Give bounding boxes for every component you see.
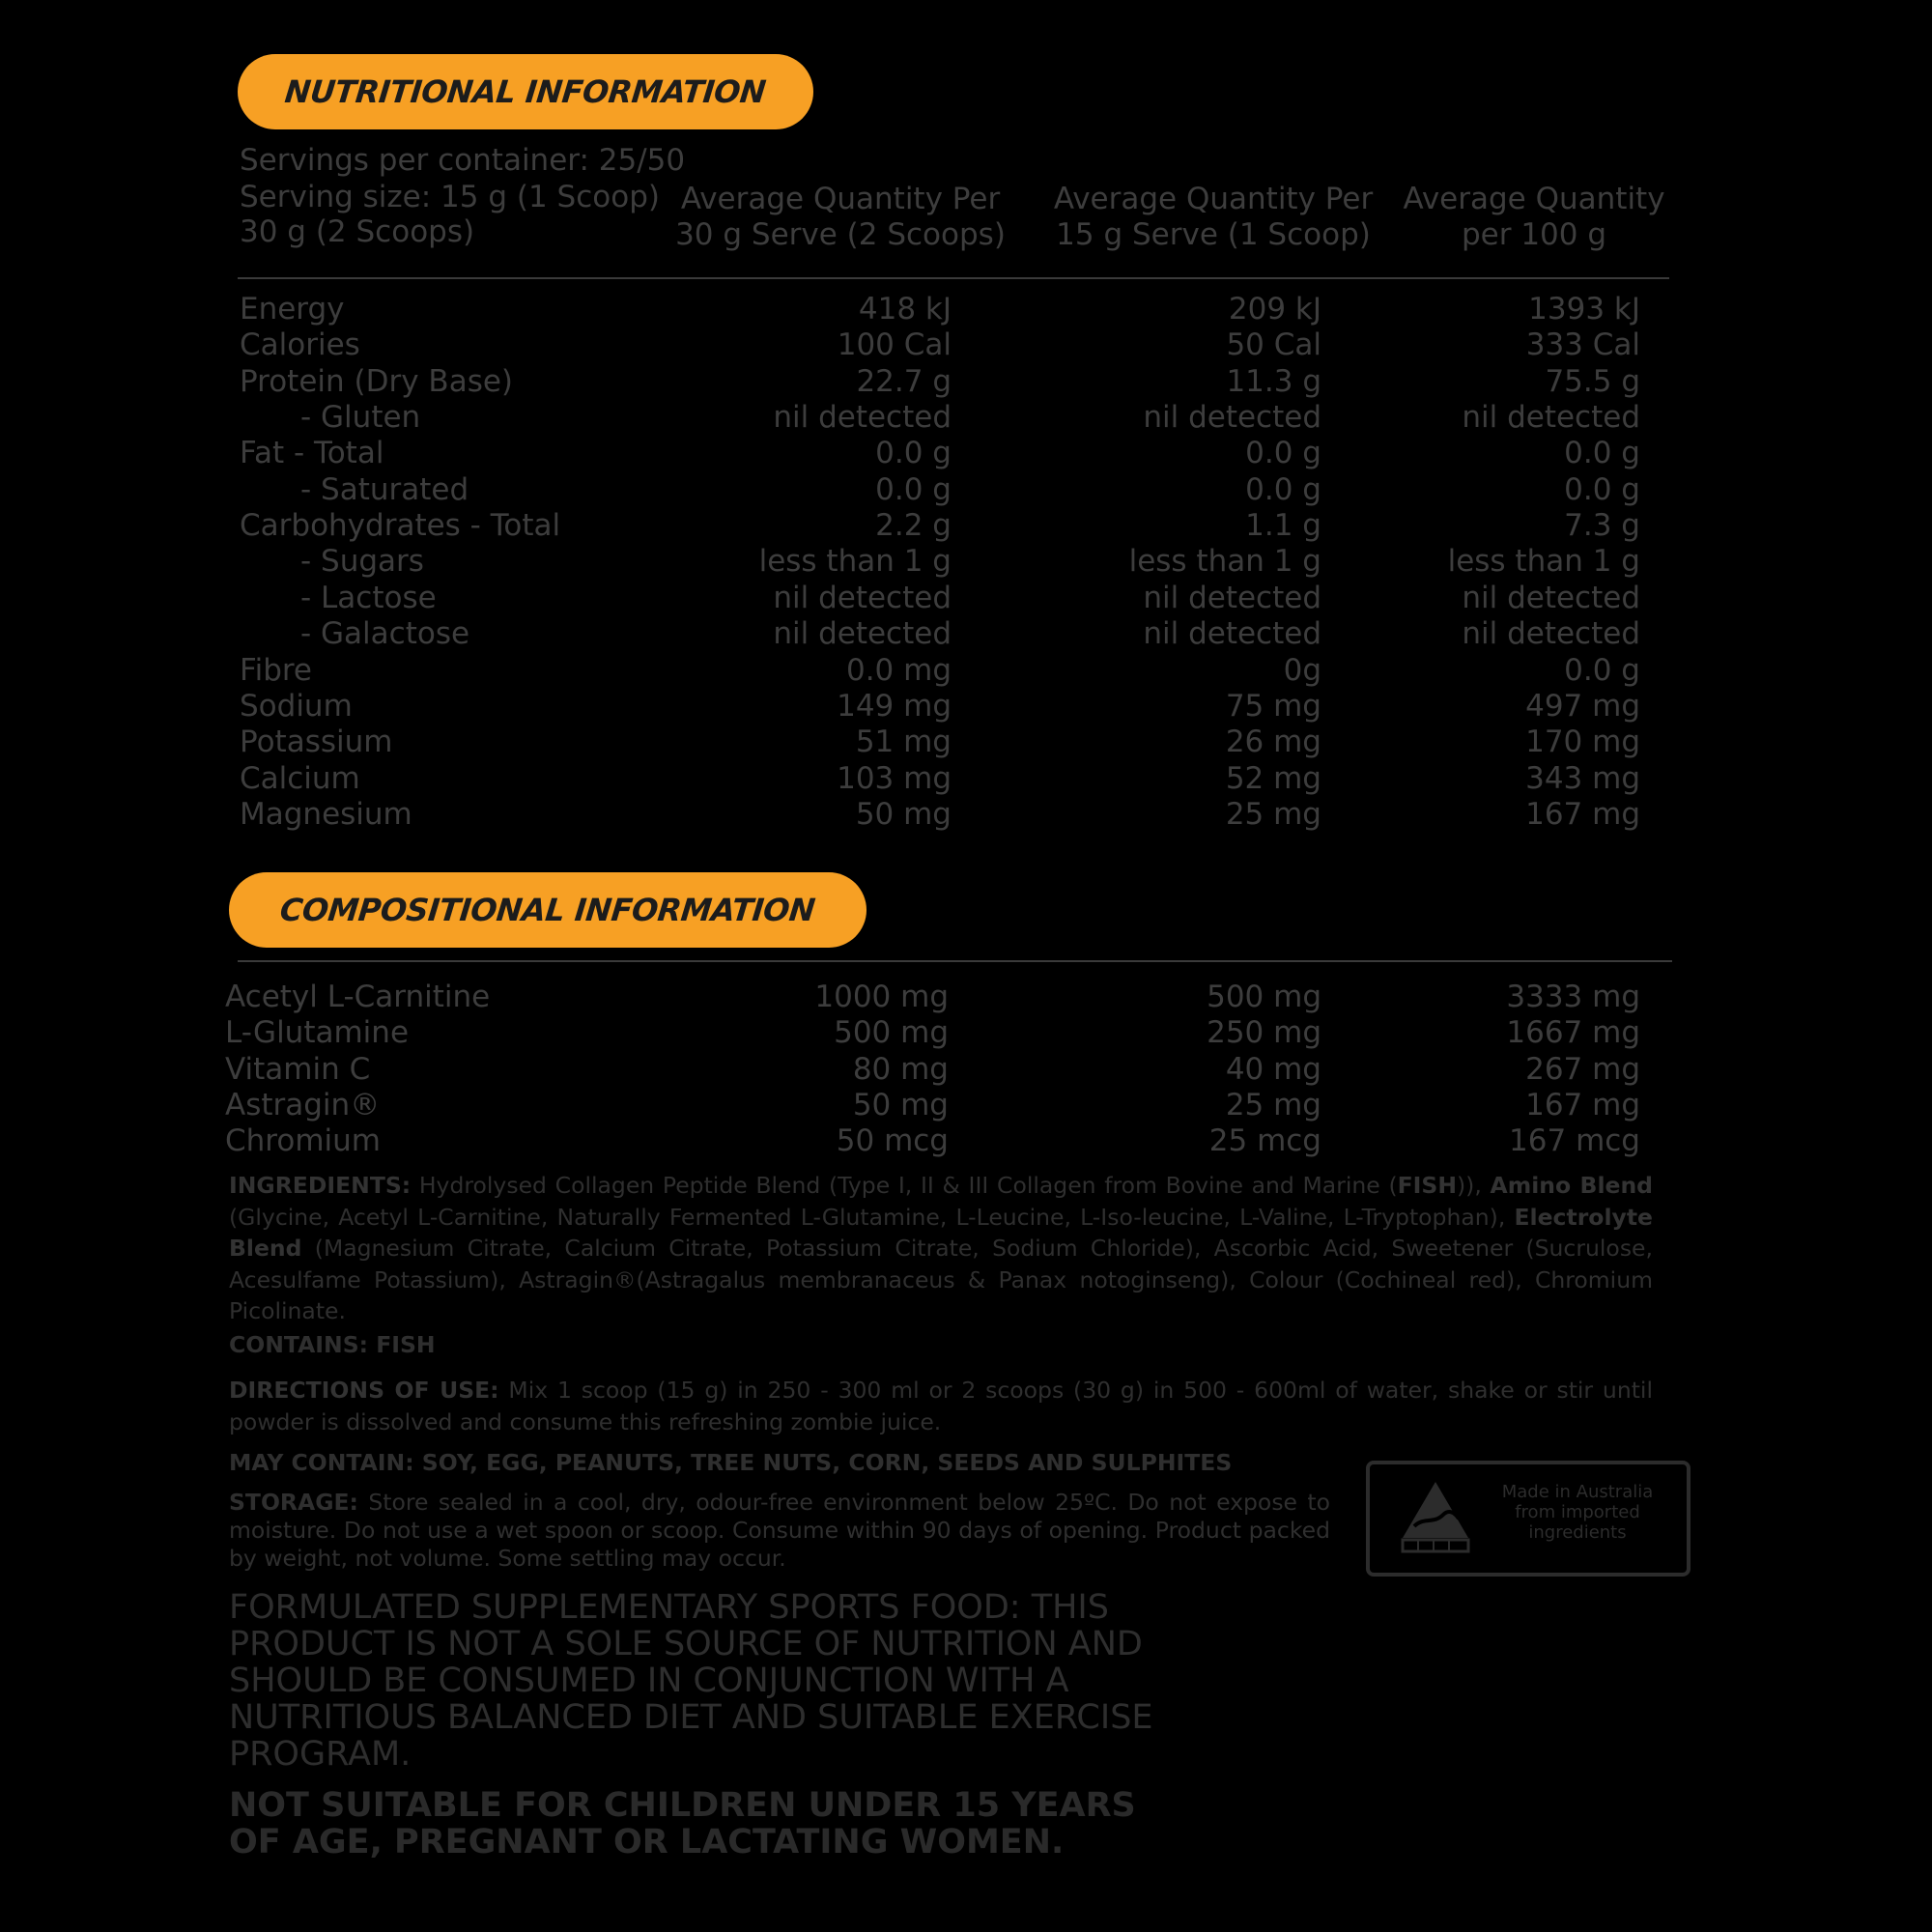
nutrient-label: Calories: [240, 327, 360, 363]
component-value: 40 mg: [1225, 1051, 1321, 1087]
nutrient-value: 0g: [1283, 652, 1321, 688]
composition-divider: [238, 960, 1672, 962]
column-header-100g-line2: per 100 g: [1461, 217, 1607, 252]
component-value: 167 mcg: [1509, 1123, 1640, 1159]
nutrient-value: less than 1 g: [1128, 544, 1321, 580]
australian-made-kangaroo-icon: [1401, 1480, 1470, 1553]
column-header-30g-line1: Average Quantity Per: [680, 182, 1001, 216]
nutrient-value: less than 1 g: [758, 544, 952, 580]
nutrient-label: Fibre: [240, 652, 313, 688]
nutrient-value: 1393 kJ: [1528, 292, 1640, 327]
column-header-15g-line1: Average Quantity Per: [1053, 182, 1374, 216]
column-header-15g-line2: 15 g Serve (1 Scoop): [1056, 217, 1371, 252]
component-label: Vitamin C: [225, 1051, 371, 1087]
nutrition-row: [0, 364, 1932, 400]
nutrient-value: nil detected: [1462, 400, 1640, 436]
nutrient-value: 22.7 g: [856, 363, 952, 399]
nutrient-label: - Gluten: [300, 400, 421, 436]
nutrient-value: 0.0 g: [1564, 436, 1640, 471]
storage-text: Store sealed in a cool, dry, odour-free environment below 25ºC. Do not expose to moisture. Do not use a wet spoon or scoop. Consume within 90 days of opening. Product packed by weight, not volume. Some settling may occur.: [229, 1489, 1330, 1572]
nutrient-value: 0.0 g: [1245, 436, 1321, 471]
component-label: Chromium: [225, 1123, 381, 1159]
nutrition-row: [0, 581, 1932, 616]
serving-size-line1: Serving size: 15 g (1 Scoop): [240, 180, 660, 214]
nutrient-value: nil detected: [1143, 616, 1321, 652]
ingredients-fish: FISH: [1397, 1172, 1458, 1199]
component-value: 25 mg: [1225, 1087, 1321, 1122]
servings-per-container: Servings per container: 25/50: [240, 143, 686, 178]
may-contain-allergens: MAY CONTAIN: SOY, EGG, PEANUTS, TREE NUTS, CORN, SEEDS AND SULPHITES: [229, 1449, 1233, 1476]
storage-label: STORAGE:: [229, 1489, 358, 1516]
directions-text: Mix 1 scoop (15 g) in 250 - 300 ml or 2 scoops (30 g) in 500 - 600ml of water, shake or stir until powder is dissolved and consume this refreshing zombie juice.: [229, 1377, 1653, 1435]
column-header-100g-line1: Average Quantity: [1403, 182, 1665, 216]
column-header-100g: [1393, 182, 1675, 253]
nutrient-value: 50 mg: [855, 796, 952, 832]
nutrient-value: 149 mg: [837, 688, 952, 724]
nutrition-row: [0, 616, 1932, 652]
nutrient-label: Carbohydrates - Total: [240, 508, 561, 544]
composition-row: [0, 1088, 1932, 1123]
badge-line-1: Made in Australia: [1501, 1482, 1654, 1502]
component-label: L-Glutamine: [225, 1015, 410, 1051]
component-value: 1000 mg: [814, 980, 949, 1014]
suitability-warning: NOT SUITABLE FOR CHILDREN UNDER 15 YEARS OF AGE, PREGNANT OR LACTATING WOMEN.: [229, 1786, 1136, 1861]
component-value: 25 mcg: [1208, 1123, 1321, 1159]
composition-title: COMPOSITIONAL INFORMATION: [278, 892, 817, 928]
directions-paragraph: [229, 1375, 1653, 1437]
nutrition-header-divider: [238, 277, 1669, 279]
nutrient-label: Calcium: [240, 760, 360, 796]
component-value: 167 mg: [1525, 1087, 1640, 1122]
nutrition-row: [0, 724, 1932, 760]
nutrition-row: [0, 436, 1932, 471]
composition-row: [0, 980, 1932, 1015]
ingredients-paragraph: [229, 1170, 1653, 1327]
nutrient-value: 2.2 g: [875, 508, 952, 544]
composition-title-pill: [229, 872, 867, 948]
component-value: 3333 mg: [1506, 980, 1640, 1014]
ingredients-amino-label: Amino Blend: [1490, 1172, 1654, 1199]
nutrient-label: Protein (Dry Base): [240, 363, 514, 399]
nutrient-label: Magnesium: [240, 796, 412, 832]
nutrition-title-pill: [238, 54, 813, 129]
component-label: Acetyl L-Carnitine: [225, 980, 491, 1014]
nutrient-value: 75 mg: [1225, 688, 1321, 724]
nutrient-value: 170 mg: [1525, 724, 1640, 760]
ingredients-electrolyte-text: (Magnesium Citrate, Calcium Citrate, Potassium Citrate, Sodium Chloride), Ascorbic Acid, Sweetener (Sucrulose, Acesulfame Potassium), Astragin®(Astragalus membranaceus & Panax notoginseng), Colour (Cochineal red), Chromium Picolinate.: [229, 1235, 1653, 1324]
nutrient-value: 0.0 g: [875, 436, 952, 471]
nutrient-value: nil detected: [1143, 580, 1321, 615]
component-value: 267 mg: [1525, 1051, 1640, 1087]
made-in-australia-badge: [1366, 1461, 1690, 1577]
component-value: 250 mg: [1207, 1015, 1321, 1051]
nutrient-value: 0.0 g: [1245, 471, 1321, 507]
nutrient-value: 26 mg: [1225, 724, 1321, 760]
nutrient-label: - Galactose: [300, 616, 470, 652]
composition-row: [0, 1015, 1932, 1051]
nutrition-row: [0, 653, 1932, 689]
badge-line-2: from imported: [1515, 1502, 1640, 1522]
nutrient-label: - Saturated: [300, 471, 469, 507]
nutrition-row: [0, 472, 1932, 508]
nutrient-value: nil detected: [773, 616, 952, 652]
ingredients-label: INGREDIENTS:: [229, 1172, 412, 1199]
column-header-30g-line2: 30 g Serve (2 Scoops): [675, 217, 1006, 252]
column-header-30g: [657, 182, 1024, 253]
component-value: 500 mg: [1207, 980, 1321, 1014]
contains-allergen: CONTAINS: FISH: [229, 1331, 436, 1358]
nutrient-value: 7.3 g: [1564, 508, 1640, 544]
nutrient-value: 0.0 g: [1564, 471, 1640, 507]
nutrient-value: 11.3 g: [1226, 363, 1321, 399]
ingredients-electrolyte-label: Electrolyte Blend: [229, 1203, 1653, 1262]
ingredients-text-1: Hydrolysed Collagen Peptide Blend (Type I, II & III Collagen from Bovine and Marine (: [411, 1172, 1398, 1199]
nutrient-value: less than 1 g: [1447, 544, 1640, 580]
nutrient-value: 103 mg: [837, 760, 952, 796]
nutrition-row: [0, 544, 1932, 580]
nutrient-value: 25 mg: [1225, 796, 1321, 832]
composition-row: [0, 1052, 1932, 1088]
component-value: 50 mg: [852, 1087, 949, 1122]
nutrient-value: 418 kJ: [858, 292, 952, 327]
nutrient-value: 209 kJ: [1228, 292, 1321, 327]
nutrient-label: - Lactose: [300, 580, 437, 615]
nutrient-label: - Sugars: [300, 544, 424, 580]
badge-text: [1476, 1482, 1679, 1543]
nutrition-row: [0, 689, 1932, 724]
nutrient-value: nil detected: [773, 580, 952, 615]
nutrient-label: Potassium: [240, 724, 393, 760]
nutrient-label: Fat - Total: [240, 436, 384, 471]
nutrient-value: 1.1 g: [1245, 508, 1321, 544]
nutrient-value: 0.0 g: [1564, 652, 1640, 688]
nutrient-value: nil detected: [773, 400, 952, 436]
nutrient-value: 100 Cal: [837, 327, 952, 363]
nutrient-value: 51 mg: [855, 724, 952, 760]
nutrient-value: 75.5 g: [1545, 363, 1640, 399]
badge-line-3: ingredients: [1528, 1522, 1627, 1543]
nutrient-value: 343 mg: [1525, 760, 1640, 796]
sports-food-disclaimer: FORMULATED SUPPLEMENTARY SPORTS FOOD: THIS PRODUCT IS NOT A SOLE SOURCE OF NUTRITION AND SHOULD BE CONSUMED IN CONJUNCTION WITH A NUTRITIOUS BALANCED DIET AND SUITABLE EXERCISE PROGRAM.: [229, 1588, 1153, 1774]
composition-row: [0, 1123, 1932, 1159]
nutrition-row: [0, 797, 1932, 833]
component-value: 80 mg: [852, 1051, 949, 1087]
directions-label: DIRECTIONS OF USE:: [229, 1377, 499, 1404]
nutrition-row: [0, 508, 1932, 544]
nutrition-row: [0, 327, 1932, 363]
nutrient-value: 333 Cal: [1525, 327, 1640, 363]
nutrition-row: [0, 292, 1932, 327]
component-label: Astragin®: [225, 1087, 381, 1122]
nutrient-value: nil detected: [1143, 400, 1321, 436]
ingredients-amino-text: (Glycine, Acetyl L-Carnitine, Naturally Fermented L-Glutamine, L-Leucine, L-Iso-leucine, L-Valine, L-Tryptophan),: [229, 1203, 1515, 1231]
nutrient-label: Energy: [240, 292, 345, 327]
component-value: 1667 mg: [1506, 1015, 1640, 1051]
nutrient-value: 52 mg: [1225, 760, 1321, 796]
nutrient-label: Sodium: [240, 688, 353, 724]
ingredients-text-2: )),: [1457, 1172, 1491, 1199]
storage-paragraph: [229, 1489, 1330, 1573]
component-value: 50 mcg: [836, 1123, 949, 1159]
column-header-15g: [1030, 182, 1397, 253]
nutrient-value: nil detected: [1462, 580, 1640, 615]
nutrient-value: nil detected: [1462, 616, 1640, 652]
nutrient-value: 50 Cal: [1226, 327, 1321, 363]
nutrient-value: 0.0 mg: [845, 652, 952, 688]
nutrition-row: [0, 761, 1932, 797]
serving-size-line2: 30 g (2 Scoops): [240, 214, 475, 249]
nutrition-row: [0, 400, 1932, 436]
nutrient-value: 167 mg: [1525, 796, 1640, 832]
nutrient-value: 497 mg: [1525, 688, 1640, 724]
component-value: 500 mg: [834, 1015, 949, 1051]
nutrition-title: NUTRITIONAL INFORMATION: [283, 73, 768, 110]
nutrient-value: 0.0 g: [875, 471, 952, 507]
